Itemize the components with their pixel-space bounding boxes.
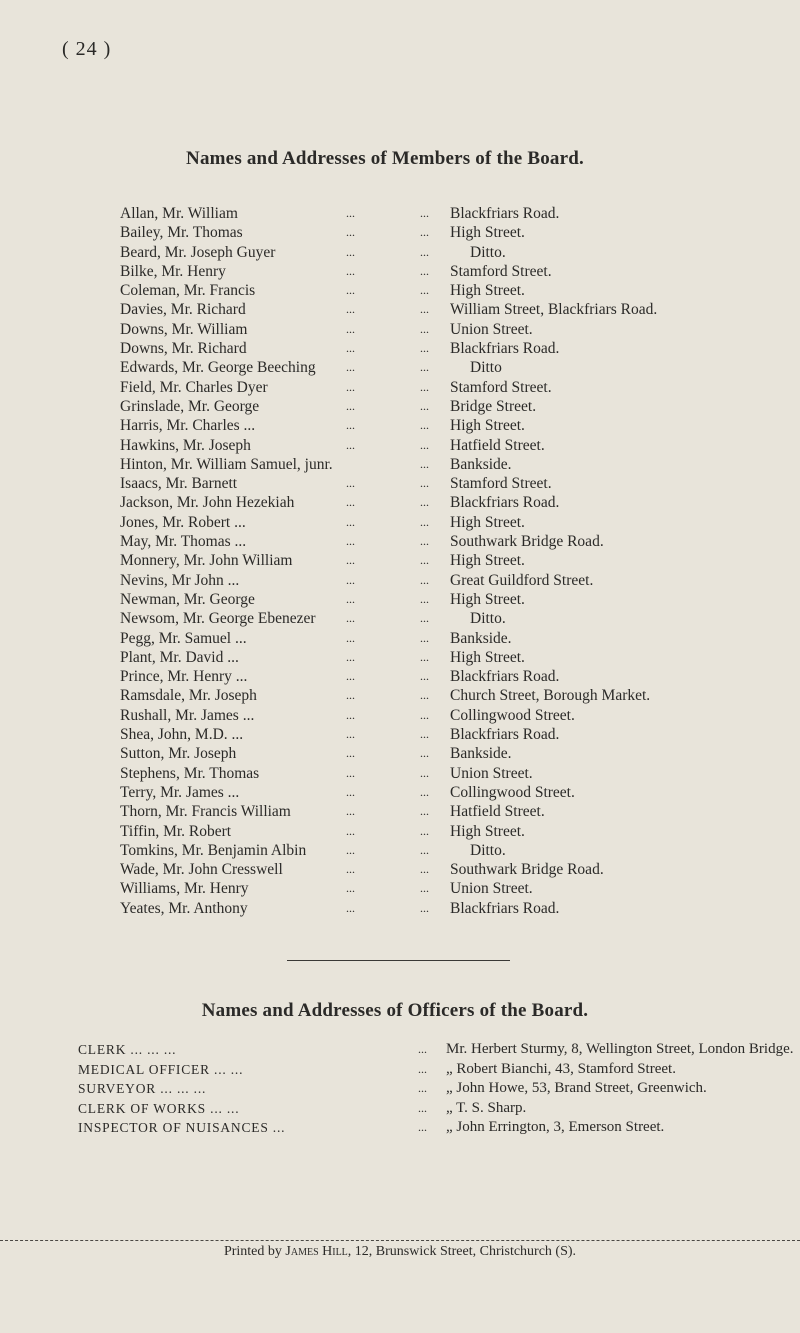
member-address: Ditto. — [470, 841, 506, 859]
member-row — [120, 860, 760, 879]
member-row — [120, 339, 760, 358]
officer-row — [78, 1099, 798, 1119]
member-row — [120, 744, 760, 763]
leader-dots: ... — [346, 669, 355, 684]
officer-title: MEDICAL OFFICER ... ... — [78, 1061, 244, 1077]
leader-dots: ... — [346, 495, 355, 510]
member-name: Plant, Mr. David ... — [120, 648, 239, 666]
leader-dots: ... — [418, 1100, 427, 1115]
leader-dots: ... — [420, 630, 429, 645]
member-row — [120, 648, 760, 667]
leader-dots: ... — [418, 1061, 427, 1076]
leader-dots: ... — [420, 746, 429, 761]
leader-dots: ... — [420, 534, 429, 549]
member-address: High Street. — [450, 822, 525, 840]
member-address: Blackfriars Road. — [450, 726, 560, 744]
member-row — [120, 879, 760, 898]
leader-dots: ... — [346, 514, 355, 529]
member-row — [120, 513, 760, 532]
member-address: Hatfield Street. — [450, 803, 545, 821]
member-row — [120, 455, 760, 474]
leader-dots: ... — [420, 881, 429, 896]
member-address: Stamford Street. — [450, 475, 552, 493]
member-address: Bankside. — [450, 455, 512, 473]
leader-dots: ... — [346, 263, 355, 278]
member-row — [120, 571, 760, 590]
officers-list — [78, 1040, 798, 1138]
leader-dots: ... — [420, 804, 429, 819]
member-address: Ditto. — [470, 243, 506, 261]
member-address: Bridge Street. — [450, 397, 537, 415]
member-row — [120, 609, 760, 628]
leader-dots: ... — [420, 495, 429, 510]
footer-rule — [0, 1240, 800, 1241]
member-address: William Street, Blackfriars Road. — [450, 301, 658, 319]
leader-dots: ... — [346, 225, 355, 240]
leader-dots: ... — [418, 1081, 427, 1095]
member-address: Ditto. — [470, 610, 506, 628]
leader-dots: ... — [346, 437, 355, 452]
member-name: Beard, Mr. Joseph Guyer — [120, 243, 276, 261]
leader-dots: ... — [420, 341, 429, 356]
member-name: Grinslade, Mr. George — [120, 397, 260, 415]
leader-dots: ... — [420, 611, 429, 626]
officer-title: SURVEYOR ... ... ... — [78, 1081, 207, 1096]
leader-dots: ... — [346, 206, 355, 220]
leader-dots: ... — [346, 823, 355, 838]
member-name: Field, Mr. Charles Dyer — [120, 378, 268, 396]
officer-title: CLERK ... ... ... — [78, 1042, 177, 1057]
leader-dots: ... — [420, 244, 429, 259]
members-heading: Names and Addresses of Members of the Board. — [186, 148, 584, 169]
leader-dots: ... — [420, 707, 429, 722]
member-name: Hinton, Mr. William Samuel, junr. — [120, 455, 333, 473]
officer-row — [78, 1079, 798, 1099]
leader-dots: ... — [346, 418, 355, 433]
member-name: Shea, John, M.D. ... — [120, 726, 244, 744]
leader-dots: ... — [346, 534, 355, 549]
leader-dots: ... — [420, 283, 429, 298]
leader-dots: ... — [420, 727, 429, 742]
member-name: Newman, Mr. George — [120, 590, 255, 608]
member-row — [120, 802, 760, 821]
member-address: High Street. — [450, 552, 525, 570]
member-name: Tiffin, Mr. Robert — [120, 822, 232, 840]
member-row — [120, 725, 760, 744]
leader-dots: ... — [420, 206, 429, 220]
member-address: Bankside. — [450, 629, 512, 647]
member-address: Union Street. — [450, 320, 533, 338]
leader-dots: ... — [346, 688, 355, 703]
member-row — [120, 474, 760, 493]
member-address: High Street. — [450, 513, 525, 531]
leader-dots: ... — [420, 649, 429, 664]
member-row — [120, 667, 760, 686]
member-name: Monnery, Mr. John William — [120, 552, 293, 570]
member-row — [120, 397, 760, 416]
member-address: Blackfriars Road. — [450, 340, 560, 358]
leader-dots: ... — [346, 862, 355, 877]
member-row — [120, 262, 760, 281]
member-row — [120, 300, 760, 319]
leader-dots: ... — [346, 630, 355, 645]
member-name: Allan, Mr. William — [120, 205, 238, 222]
leader-dots: ... — [418, 1120, 427, 1134]
member-address: High Street. — [450, 648, 525, 666]
leader-dots: ... — [420, 437, 429, 452]
member-row — [120, 223, 760, 242]
officer-row — [78, 1060, 798, 1080]
member-row — [120, 243, 760, 262]
leader-dots: ... — [420, 900, 429, 915]
member-address: Collingwood Street. — [450, 706, 575, 724]
leader-dots: ... — [346, 302, 355, 317]
leader-dots: ... — [346, 553, 355, 568]
member-address: Stamford Street. — [450, 378, 552, 396]
member-name: Hawkins, Mr. Joseph — [120, 436, 251, 454]
member-address: Blackfriars Road. — [450, 494, 560, 512]
member-row — [120, 532, 760, 551]
member-name: Harris, Mr. Charles ... — [120, 417, 256, 435]
leader-dots: ... — [346, 379, 355, 394]
member-name: Tomkins, Mr. Benjamin Albin — [120, 841, 307, 859]
officer-title: INSPECTOR OF NUISANCES ... — [78, 1120, 286, 1135]
officer-title: CLERK OF WORKS ... ... — [78, 1100, 240, 1116]
officer-name-address: „ T. S. Sharp. — [446, 1099, 527, 1116]
leader-dots: ... — [420, 456, 429, 471]
member-address: Ditto — [470, 359, 502, 377]
leader-dots: ... — [420, 360, 429, 375]
leader-dots: ... — [346, 727, 355, 742]
leader-dots: ... — [346, 283, 355, 298]
member-address: Bankside. — [450, 745, 512, 763]
leader-dots: ... — [346, 341, 355, 356]
member-row — [120, 899, 760, 918]
leader-dots: ... — [346, 476, 355, 491]
member-row — [120, 783, 760, 802]
member-name: Thorn, Mr. Francis William — [120, 803, 291, 821]
leader-dots: ... — [420, 669, 429, 684]
leader-dots: ... — [346, 842, 355, 857]
member-name: Edwards, Mr. George Beeching — [120, 359, 316, 377]
officer-name-address: Mr. Herbert Sturmy, 8, Wellington Street, London Bridge. — [446, 1041, 794, 1057]
member-row — [120, 706, 760, 725]
leader-dots: ... — [346, 244, 355, 259]
leader-dots: ... — [420, 765, 429, 780]
member-row — [120, 378, 760, 397]
member-name: Prince, Mr. Henry ... — [120, 668, 248, 686]
printer-suffix: , 12, Brunswick Street, Christchurch (S). — [347, 1244, 577, 1259]
officer-name-address: „ John Errington, 3, Emerson Street. — [446, 1119, 665, 1135]
leader-dots: ... — [346, 765, 355, 780]
officer-name-address: „ Robert Bianchi, 43, Stamford Street. — [446, 1060, 676, 1077]
member-address: Collingwood Street. — [450, 783, 575, 801]
member-name: Coleman, Mr. Francis — [120, 282, 256, 300]
member-address: Union Street. — [450, 764, 533, 782]
member-row — [120, 204, 760, 223]
member-row — [120, 822, 760, 841]
member-row — [120, 764, 760, 783]
printer-prefix: Printed by — [223, 1244, 286, 1259]
page-number: ( 24 ) — [62, 38, 112, 60]
member-row — [120, 358, 760, 377]
printer-imprint — [0, 1244, 800, 1260]
member-name: Davies, Mr. Richard — [120, 301, 246, 319]
printer-name: James Hill — [285, 1244, 348, 1259]
member-name: Nevins, Mr John ... — [120, 571, 240, 589]
member-name: Rushall, Mr. James ... — [120, 706, 255, 724]
member-name: Isaacs, Mr. Barnett — [120, 475, 238, 493]
leader-dots: ... — [346, 707, 355, 722]
member-address: Blackfriars Road. — [450, 668, 560, 686]
member-name: Williams, Mr. Henry — [120, 880, 249, 898]
member-row — [120, 841, 760, 860]
leader-dots: ... — [420, 418, 429, 433]
leader-dots: ... — [420, 572, 429, 587]
member-name: Sutton, Mr. Joseph — [120, 745, 237, 763]
leader-dots: ... — [420, 398, 429, 413]
member-name: Wade, Mr. John Cresswell — [120, 861, 283, 879]
member-address: Blackfriars Road. — [450, 205, 560, 222]
leader-dots: ... — [420, 476, 429, 491]
leader-dots: ... — [420, 553, 429, 568]
member-address: Blackfriars Road. — [450, 899, 560, 917]
member-name: Pegg, Mr. Samuel ... — [120, 629, 247, 647]
member-row — [120, 416, 760, 435]
leader-dots: ... — [346, 321, 355, 336]
leader-dots: ... — [346, 804, 355, 819]
leader-dots: ... — [420, 784, 429, 799]
leader-dots: ... — [420, 514, 429, 529]
member-address: Hatfield Street. — [450, 436, 545, 454]
member-address: Great Guildford Street. — [450, 571, 594, 589]
officers-heading: Names and Addresses of Officers of the Board. — [201, 1000, 589, 1021]
member-row — [120, 320, 760, 339]
leader-dots: ... — [346, 611, 355, 626]
leader-dots: ... — [418, 1042, 427, 1056]
member-name: May, Mr. Thomas ... — [120, 533, 247, 551]
member-name: Terry, Mr. James ... — [120, 783, 240, 801]
member-address: Southwark Bridge Road. — [450, 861, 604, 879]
officer-name-address: „ John Howe, 53, Brand Street, Greenwich. — [446, 1080, 707, 1096]
member-row — [120, 629, 760, 648]
member-address: Southwark Bridge Road. — [450, 533, 604, 551]
member-address: High Street. — [450, 590, 525, 608]
member-address: Union Street. — [450, 880, 533, 898]
leader-dots: ... — [420, 842, 429, 857]
leader-dots: ... — [346, 881, 355, 896]
leader-dots: ... — [346, 572, 355, 587]
member-name: Yeates, Mr. Anthony — [120, 899, 248, 917]
member-row — [120, 590, 760, 609]
member-row — [120, 551, 760, 570]
leader-dots: ... — [346, 591, 355, 606]
officer-row — [78, 1040, 798, 1060]
member-name: Newsom, Mr. George Ebenezer — [120, 610, 316, 628]
leader-dots: ... — [420, 823, 429, 838]
leader-dots: ... — [420, 862, 429, 877]
leader-dots: ... — [346, 360, 355, 375]
leader-dots: ... — [346, 649, 355, 664]
leader-dots: ... — [346, 900, 355, 915]
leader-dots: ... — [420, 302, 429, 317]
member-name: Jackson, Mr. John Hezekiah — [120, 494, 295, 512]
member-row — [120, 436, 760, 455]
leader-dots: ... — [346, 746, 355, 761]
member-row — [120, 686, 760, 705]
member-row — [120, 281, 760, 300]
officer-row — [78, 1118, 798, 1138]
member-name: Jones, Mr. Robert ... — [120, 513, 246, 531]
member-name: Ramsdale, Mr. Joseph — [120, 687, 257, 705]
member-name: Downs, Mr. William — [120, 320, 248, 338]
member-name: Bilke, Mr. Henry — [120, 262, 226, 280]
member-address: Stamford Street. — [450, 262, 552, 280]
section-divider — [287, 960, 510, 961]
leader-dots: ... — [420, 225, 429, 240]
member-address: High Street. — [450, 417, 525, 435]
leader-dots: ... — [420, 379, 429, 394]
member-address: Church Street, Borough Market. — [450, 687, 651, 705]
leader-dots: ... — [420, 591, 429, 606]
member-address: High Street. — [450, 282, 525, 300]
members-list — [120, 204, 760, 918]
member-name: Stephens, Mr. Thomas — [120, 764, 260, 782]
member-address: High Street. — [450, 224, 525, 242]
leader-dots: ... — [420, 321, 429, 336]
leader-dots: ... — [420, 688, 429, 703]
leader-dots: ... — [346, 784, 355, 799]
member-name: Bailey, Mr. Thomas — [120, 224, 243, 242]
member-row — [120, 493, 760, 512]
leader-dots: ... — [420, 263, 429, 278]
leader-dots: ... — [346, 398, 355, 413]
member-name: Downs, Mr. Richard — [120, 340, 247, 358]
